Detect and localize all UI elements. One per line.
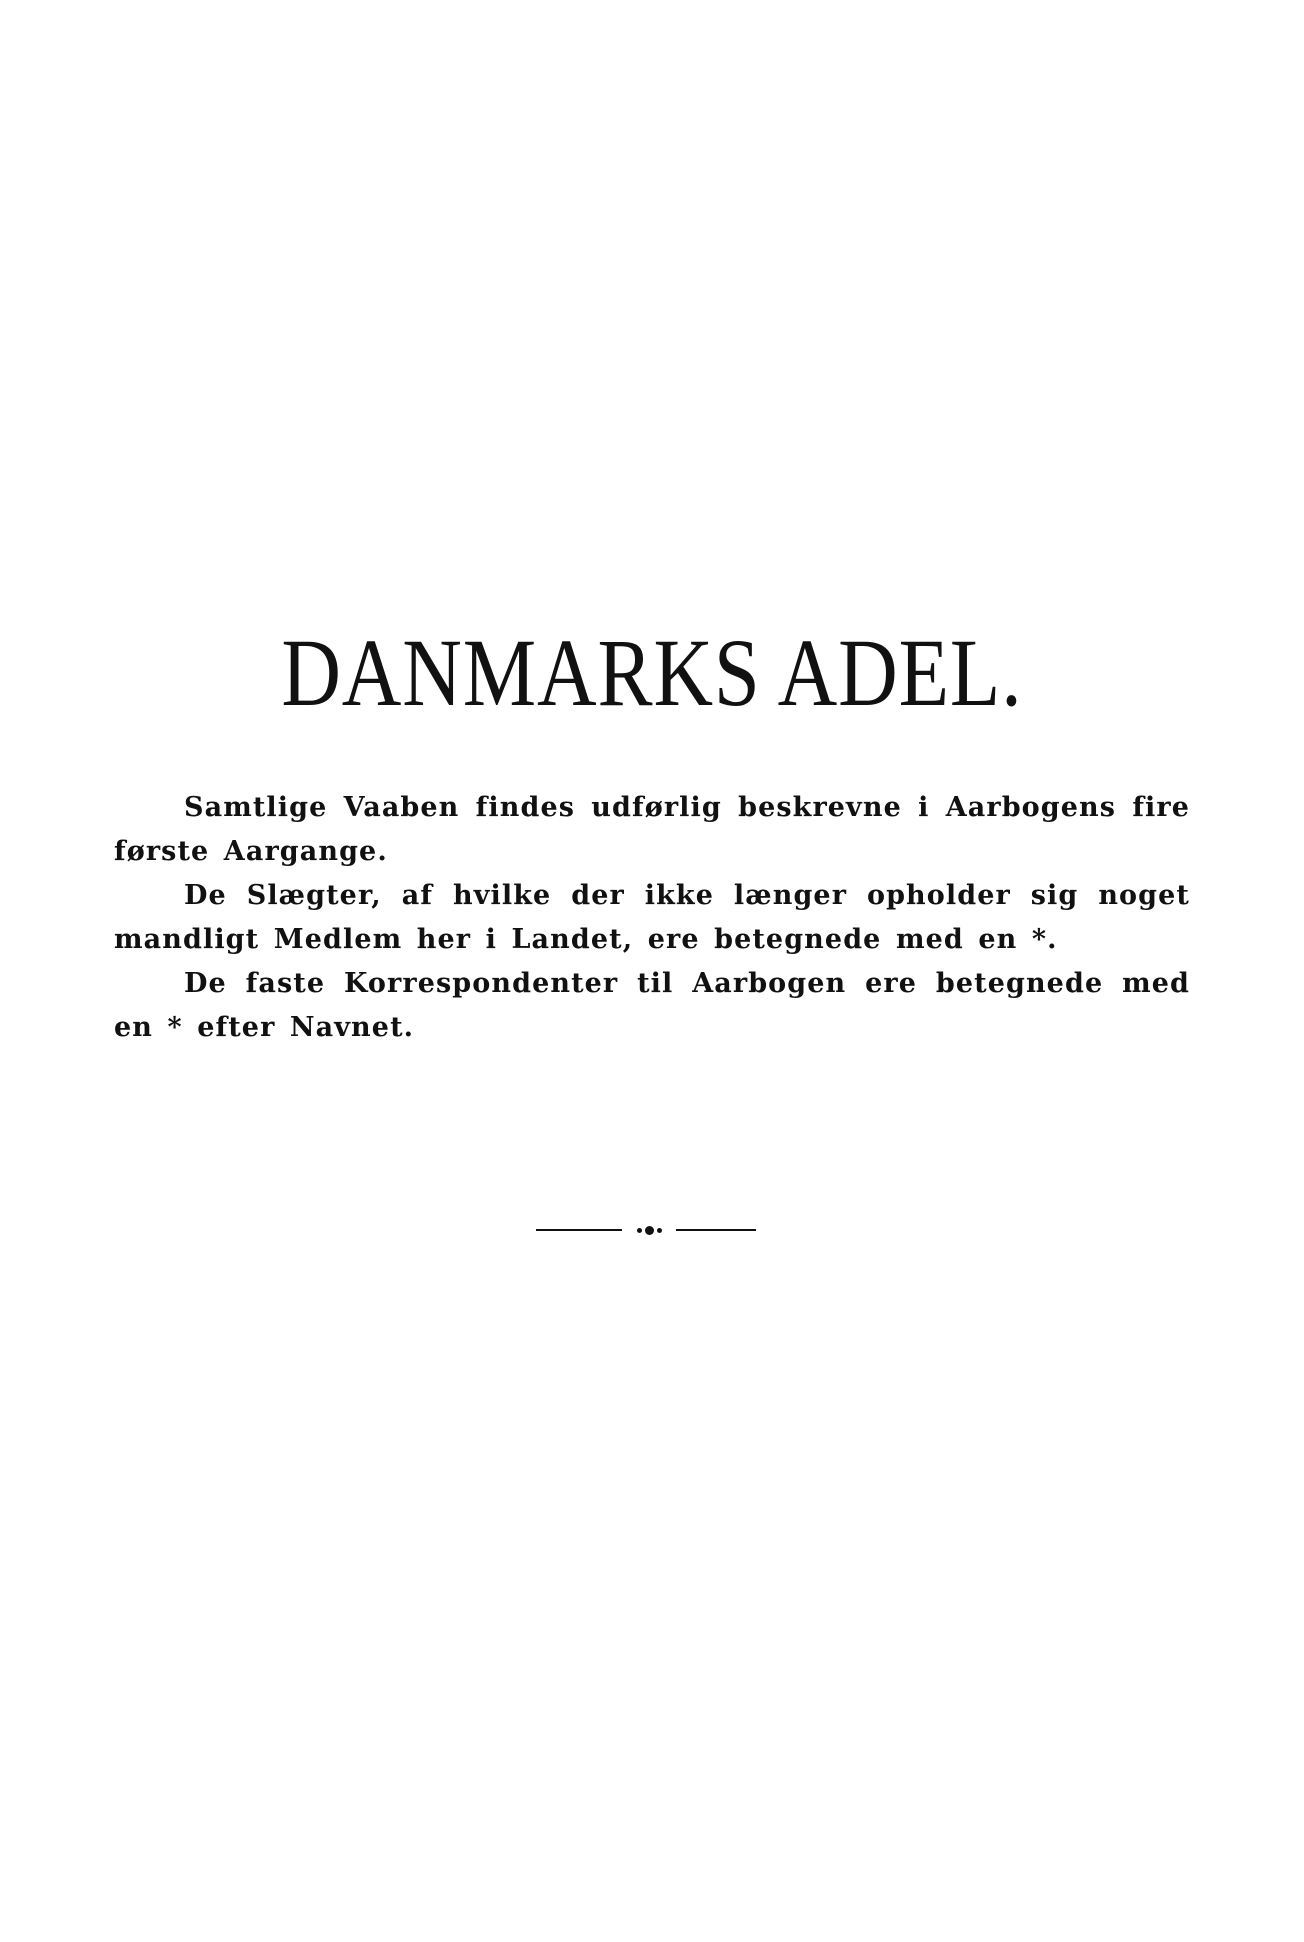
divider-ornament [536,1222,756,1238]
paragraph-korrespondenter: De faste Korrespondenter til Aarbogen ere betegnede med en * efter Navnet. [114,968,1190,1043]
divider-rule-right [676,1229,756,1231]
paragraph-slaegter: De Slægter, af hvilke der ikke længer opholder sig noget mandligt Medlem her i Landet, ere betegnede med en *. [114,880,1190,955]
ornament-dot-center [645,1226,654,1235]
ornament-dot-right [657,1228,662,1233]
divider-rule-left [536,1229,622,1231]
intro-text [114,786,1190,1050]
ornament-dots-icon [637,1226,662,1235]
ornament-dot-left [637,1228,642,1233]
page-title: DANMARKS ADEL. [281,619,1023,726]
paragraph-vaaben: Samtlige Vaaben findes udførlig beskrevne i Aarbogens fire første Aargange. [114,792,1190,867]
